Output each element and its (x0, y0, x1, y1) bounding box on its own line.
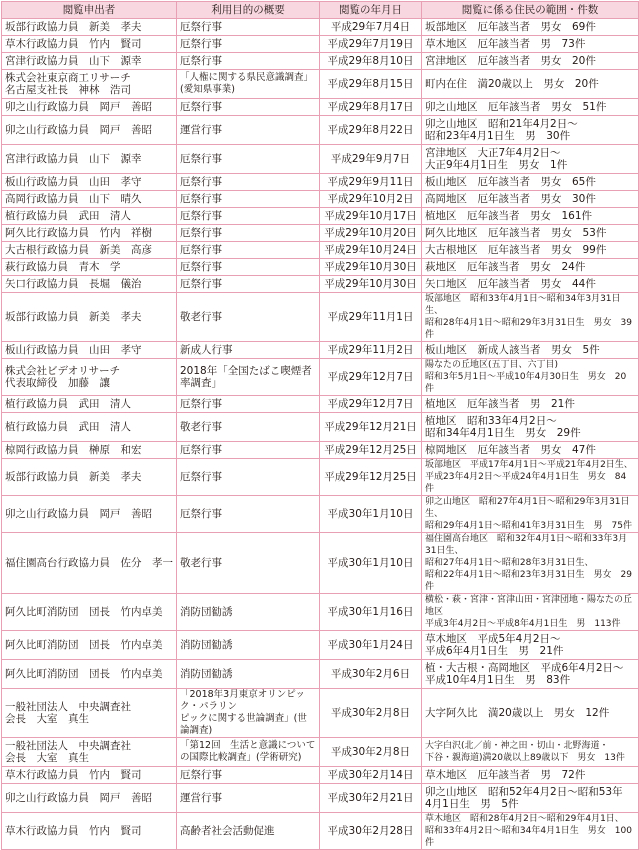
header-applicant: 閲覧申出者 (2, 2, 177, 19)
cell-date: 平成30年2月14日 (320, 767, 422, 784)
disclosure-table (1, 1, 639, 850)
cell-applicant: 坂部行政協力員 新美 孝夫 (2, 19, 177, 36)
cell-scope: 草木地区 昭和28年4月2日～昭和29年4月1日、 昭和33年4月2日～昭和34年4月1日生 男女 100件 (422, 813, 639, 850)
table-row (2, 442, 639, 459)
cell-purpose: 厄祭行事 (177, 496, 320, 533)
table-row (2, 813, 639, 850)
cell-applicant: 阿久比町消防団 団長 竹内卓美 (2, 660, 177, 689)
table-row (2, 145, 639, 174)
cell-applicant: 阿久比行政協力員 竹内 祥樹 (2, 225, 177, 242)
cell-date: 平成29年10月17日 (320, 208, 422, 225)
cell-date: 平成29年12月25日 (320, 442, 422, 459)
cell-purpose: 新成人行事 (177, 342, 320, 359)
cell-applicant: 草木行政協力員 竹内 賢司 (2, 813, 177, 850)
cell-purpose: 消防団勧誘 (177, 631, 320, 660)
cell-date: 平成29年7月4日 (320, 19, 422, 36)
table-row (2, 459, 639, 496)
table-row (2, 631, 639, 660)
cell-purpose: 厄祭行事 (177, 208, 320, 225)
table-row (2, 99, 639, 116)
table-row (2, 225, 639, 242)
table-row (2, 359, 639, 396)
cell-applicant: 植行政協力員 武田 清人 (2, 208, 177, 225)
cell-purpose: 敬老行事 (177, 293, 320, 342)
table-row (2, 342, 639, 359)
cell-scope: 卯之山地区 昭和21年4月2日～ 昭和23年4月1日生 男 30件 (422, 116, 639, 145)
cell-applicant: 草木行政協力員 竹内 賢司 (2, 36, 177, 53)
table-body (2, 19, 639, 850)
cell-purpose: 厄祭行事 (177, 191, 320, 208)
cell-scope: 植・大古根・高岡地区 平成6年4月2日～ 平成10年4月1日生 男 83件 (422, 660, 639, 689)
cell-purpose: 消防団勧誘 (177, 594, 320, 631)
cell-applicant: 植行政協力員 武田 清人 (2, 396, 177, 413)
cell-purpose: 消防団勧誘 (177, 660, 320, 689)
table-row (2, 36, 639, 53)
cell-date: 平成29年8月15日 (320, 70, 422, 99)
cell-date: 平成30年2月8日 (320, 689, 422, 738)
cell-scope: 宮津地区 大正7年4月2日～ 大正9年4月1日生 男女 1件 (422, 145, 639, 174)
table-row (2, 660, 639, 689)
table-row (2, 276, 639, 293)
cell-scope: 高岡地区 厄年該当者 男女 30件 (422, 191, 639, 208)
table-header-row (2, 2, 639, 19)
cell-purpose: 厄祭行事 (177, 396, 320, 413)
cell-applicant: 坂部行政協力員 新美 孝夫 (2, 293, 177, 342)
cell-purpose: 厄祭行事 (177, 53, 320, 70)
cell-purpose: 厄祭行事 (177, 276, 320, 293)
cell-purpose: 厄祭行事 (177, 242, 320, 259)
cell-scope: 植地区 昭和33年4月2日～ 昭和34年4月1日生 男女 29件 (422, 413, 639, 442)
cell-date: 平成29年11月1日 (320, 293, 422, 342)
cell-scope: 大字阿久比 満20歳以上 男女 12件 (422, 689, 639, 738)
cell-applicant: 宮津行政協力員 山下 源幸 (2, 145, 177, 174)
cell-date: 平成29年8月17日 (320, 99, 422, 116)
cell-applicant: 坂部行政協力員 新美 孝夫 (2, 459, 177, 496)
cell-purpose: 厄祭行事 (177, 459, 320, 496)
cell-scope: 植地区 厄年該当者 男女 161件 (422, 208, 639, 225)
cell-scope: 萩地区 厄年該当者 男女 24件 (422, 259, 639, 276)
cell-date: 平成30年1月16日 (320, 594, 422, 631)
cell-purpose: 厄祭行事 (177, 767, 320, 784)
cell-date: 平成29年12月25日 (320, 459, 422, 496)
cell-purpose: 運営行事 (177, 784, 320, 813)
cell-scope: 大字白沢(北／前・神之田・切山・北野海道・ 下谷・親海道)満20歳以上89歳以下 男女 13件 (422, 738, 639, 767)
cell-applicant: 宮津行政協力員 山下 源幸 (2, 53, 177, 70)
cell-date: 平成30年2月6日 (320, 660, 422, 689)
cell-applicant: 株式会社東京商工リサーチ 名古屋支社長 神林 浩司 (2, 70, 177, 99)
table-row (2, 70, 639, 99)
cell-purpose: 厄祭行事 (177, 36, 320, 53)
cell-applicant: 卯之山行政協力員 岡戸 善昭 (2, 116, 177, 145)
cell-scope: 板山地区 新成人該当者 男女 5件 (422, 342, 639, 359)
cell-applicant: 一般社団法人 中央調査社 会長 大室 真生 (2, 689, 177, 738)
table-row (2, 396, 639, 413)
cell-scope: 卯之山地区 昭和27年4月1日～昭和29年3月31日生、 昭和29年4月1日～昭和41年3月31日生 男 75件 (422, 496, 639, 533)
cell-date: 平成30年2月28日 (320, 813, 422, 850)
table-row (2, 738, 639, 767)
cell-date: 平成29年8月22日 (320, 116, 422, 145)
cell-scope: 草木地区 平成5年4月2日～ 平成6年4月1日生 男 21件 (422, 631, 639, 660)
table-row (2, 174, 639, 191)
cell-scope: 阿久比地区 厄年該当者 男女 53件 (422, 225, 639, 242)
cell-applicant: 高岡行政協力員 山下 晴久 (2, 191, 177, 208)
cell-scope: 横松・萩・宮津・宮津山田・宮津団地・陽なたの丘地区 平成3年4月2日～平成8年4月1日生 男 113件 (422, 594, 639, 631)
cell-scope: 植地区 厄年該当者 男 21件 (422, 396, 639, 413)
table-row (2, 208, 639, 225)
cell-purpose: 厄祭行事 (177, 145, 320, 174)
cell-purpose: 厄祭行事 (177, 259, 320, 276)
cell-date: 平成29年12月21日 (320, 413, 422, 442)
table-row (2, 19, 639, 36)
cell-applicant: 一般社団法人 中央調査社 会長 大室 真生 (2, 738, 177, 767)
cell-date: 平成29年10月2日 (320, 191, 422, 208)
cell-date: 平成30年1月24日 (320, 631, 422, 660)
table-row (2, 496, 639, 533)
cell-scope: 草木地区 厄年該当者 男 73件 (422, 36, 639, 53)
cell-scope: 町内在住 満20歳以上 男女 20件 (422, 70, 639, 99)
table-row (2, 116, 639, 145)
cell-scope: 草木地区 厄年該当者 男 72件 (422, 767, 639, 784)
table-row (2, 689, 639, 738)
header-date: 閲覧の年月日 (320, 2, 422, 19)
cell-date: 平成29年10月30日 (320, 259, 422, 276)
cell-scope: 卯之山地区 厄年該当者 男女 51件 (422, 99, 639, 116)
table-row (2, 259, 639, 276)
cell-purpose: 敬老行事 (177, 533, 320, 594)
cell-purpose: 「人権に関する県民意識調査」 (愛知県事業) (177, 70, 320, 99)
cell-applicant: 植行政協力員 武田 清人 (2, 413, 177, 442)
cell-applicant: 株式会社ビデオリサーチ 代表取締役 加藤 讓 (2, 359, 177, 396)
cell-applicant: 卯之山行政協力員 岡戸 善昭 (2, 784, 177, 813)
cell-purpose: 「第12回 生活と意識についての国際比較調査」(学術研究) (177, 738, 320, 767)
cell-applicant: 卯之山行政協力員 岡戸 善昭 (2, 496, 177, 533)
table-row (2, 53, 639, 70)
cell-purpose: 厄祭行事 (177, 442, 320, 459)
table-row (2, 784, 639, 813)
cell-applicant: 大古根行政協力員 新美 高彦 (2, 242, 177, 259)
cell-date: 平成29年12月7日 (320, 359, 422, 396)
cell-purpose: 高齢者社会活動促進 (177, 813, 320, 850)
cell-applicant: 卯之山行政協力員 岡戸 善昭 (2, 99, 177, 116)
cell-scope: 卯之山地区 昭和52年4月2日～昭和53年 4月1日生 男 5件 (422, 784, 639, 813)
cell-purpose: 厄祭行事 (177, 19, 320, 36)
cell-scope: 坂部地区 厄年該当者 男女 69件 (422, 19, 639, 36)
cell-date: 平成29年10月20日 (320, 225, 422, 242)
cell-applicant: 椋岡行政協力員 榊原 和宏 (2, 442, 177, 459)
cell-purpose: 運営行事 (177, 116, 320, 145)
table-row (2, 594, 639, 631)
cell-scope: 宮津地区 厄年該当者 男女 20件 (422, 53, 639, 70)
cell-date: 平成29年7月19日 (320, 36, 422, 53)
cell-date: 平成29年10月24日 (320, 242, 422, 259)
cell-date: 平成30年2月21日 (320, 784, 422, 813)
cell-scope: 大古根地区 厄年該当者 男女 99件 (422, 242, 639, 259)
cell-applicant: 板山行政協力員 山田 孝守 (2, 174, 177, 191)
cell-scope: 板山地区 厄年該当者 男女 65件 (422, 174, 639, 191)
table-row (2, 242, 639, 259)
cell-applicant: 矢口行政協力員 長堀 儀治 (2, 276, 177, 293)
cell-applicant: 阿久比町消防団 団長 竹内卓美 (2, 594, 177, 631)
table-row (2, 767, 639, 784)
cell-scope: 坂部地区 昭和33年4月1日～昭和34年3月31日生、 昭和28年4月1日～昭和29年3月31日生 男女 39件 (422, 293, 639, 342)
table-row (2, 191, 639, 208)
cell-purpose: 「2018年3月東京オリンピック・パラリン ピックに関する世論調査」(世論調査) (177, 689, 320, 738)
cell-date: 平成29年9月11日 (320, 174, 422, 191)
cell-date: 平成30年1月10日 (320, 496, 422, 533)
cell-purpose: 厄祭行事 (177, 174, 320, 191)
cell-scope: 坂部地区 平成17年4月1日～平成21年4月2日生、 平成23年4月2日～平成24年4月1日生 男女 84件 (422, 459, 639, 496)
cell-date: 平成29年10月30日 (320, 276, 422, 293)
table-row (2, 533, 639, 594)
cell-date: 平成29年8月10日 (320, 53, 422, 70)
cell-applicant: 阿久比町消防団 団長 竹内卓美 (2, 631, 177, 660)
header-scope: 閲覧に係る住民の範囲・件数 (422, 2, 639, 19)
cell-purpose: 敬老行事 (177, 413, 320, 442)
cell-purpose: 厄祭行事 (177, 99, 320, 116)
cell-applicant: 萩行政協力員 青木 学 (2, 259, 177, 276)
cell-date: 平成30年2月8日 (320, 738, 422, 767)
header-purpose: 利用目的の概要 (177, 2, 320, 19)
cell-date: 平成29年9月7日 (320, 145, 422, 174)
cell-scope: 福住園高台地区 昭和32年4月1日～昭和33年3月31日生、 昭和27年4月1日～昭和28年3月31日生、 昭和22年4月1日～昭和23年3月31日生 男女 29件 (422, 533, 639, 594)
table-row (2, 293, 639, 342)
cell-applicant: 福住園高台行政協力員 佐分 孝一 (2, 533, 177, 594)
cell-scope: 矢口地区 厄年該当者 男女 44件 (422, 276, 639, 293)
cell-scope: 陽なたの丘地区(五丁目、六丁目) 昭和3年5月1日～平成10年4月30日生 男女 20件 (422, 359, 639, 396)
cell-date: 平成30年1月10日 (320, 533, 422, 594)
cell-applicant: 草木行政協力員 竹内 賢司 (2, 767, 177, 784)
cell-purpose: 厄祭行事 (177, 225, 320, 242)
cell-date: 平成29年12月7日 (320, 396, 422, 413)
cell-applicant: 板山行政協力員 山田 孝守 (2, 342, 177, 359)
cell-scope: 椋岡地区 厄年該当者 男女 47件 (422, 442, 639, 459)
cell-date: 平成29年11月2日 (320, 342, 422, 359)
table-row (2, 413, 639, 442)
cell-purpose: 2018年「全国たばこ喫煙者 率調査」 (177, 359, 320, 396)
